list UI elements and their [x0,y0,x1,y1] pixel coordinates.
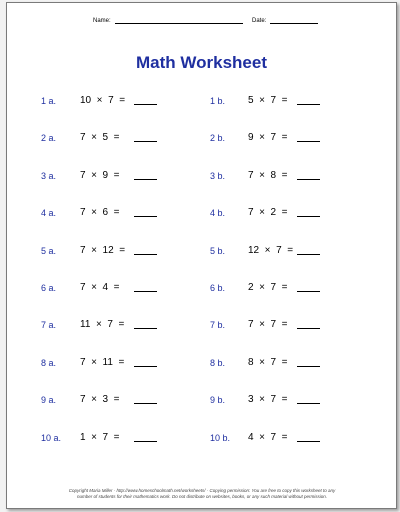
problem-1-right [210,94,327,108]
problem-number: 4 a. [41,208,57,219]
name-label: Name: [93,18,111,24]
problem-expression: 7 × 7 = [248,319,288,331]
answer-blank[interactable] [134,179,157,180]
problem-6-right [210,281,327,295]
problem-number: 3 a. [41,170,57,181]
problem-number: 3 b. [210,170,226,181]
name-line [115,17,243,24]
problem-5-left [41,244,164,258]
problem-9-left [41,393,164,407]
copyright-footer [27,488,377,500]
problem-expression: 7 × 6 = [80,207,120,219]
problem-expression: 7 × 4 = [80,282,120,293]
problem-expression: 2 × 7 = [248,282,288,293]
answer-blank[interactable] [134,291,157,292]
problem-6-left [41,281,164,295]
problem-number: 5 a. [41,245,57,256]
answer-blank[interactable] [297,366,320,367]
problem-9-right [210,393,327,407]
problem-number: 4 b. [210,208,226,219]
answer-blank[interactable] [134,328,157,329]
worksheet-page [6,2,397,509]
problem-number: 6 b. [210,283,226,293]
problem-expression: 7 × 8 = [248,169,288,181]
problem-number: 1 b. [210,96,226,106]
footer-line-2: number of students for their mathematics work. Do not distribute on websites, books, or any such material without permission. [76,494,328,499]
problem-number: 2 b. [210,133,226,144]
answer-blank[interactable] [134,104,157,105]
problem-number: 5 b. [210,245,226,256]
problem-2-right [210,131,327,145]
answer-blank[interactable] [134,366,157,367]
problem-2-left [41,131,164,145]
problem-expression: 7 × 12 = [80,244,126,256]
problem-expression: 5 × 7 = [248,95,288,106]
problem-expression: 7 × 5 = [80,132,120,144]
problem-8-right [210,356,327,370]
problem-expression: 12 × 7 = [248,244,294,256]
problem-expression: 4 × 7 = [248,431,288,443]
footer-line-1: Copyright Maria Miller · http://www.homeschoolmath.net/worksheets/ · Copying permission: You are free to copy this worksheet to any [68,488,336,493]
worksheet-title: Math Worksheet [136,53,267,72]
problem-7-right [210,318,327,332]
problem-number: 7 a. [41,320,57,331]
problem-expression: 9 × 7 = [248,132,288,144]
date-line [270,17,318,24]
answer-blank[interactable] [134,216,157,217]
answer-blank[interactable] [297,441,320,442]
problem-number: 6 a. [41,283,57,293]
problem-number: 8 b. [210,357,226,368]
problem-8-left [41,356,164,370]
problem-4-left [41,206,164,220]
answer-blank[interactable] [297,216,320,217]
problem-number: 10 b. [210,432,231,443]
problem-10-left [41,431,164,445]
problem-expression: 3 × 7 = [248,394,288,406]
problem-number: 1 a. [41,96,57,106]
problem-expression: 10 × 7 = [80,95,126,106]
answer-blank[interactable] [297,254,320,255]
answer-blank[interactable] [134,254,157,255]
problem-expression: 7 × 9 = [80,169,120,181]
problem-expression: 7 × 11 = [80,356,125,368]
problem-number: 9 b. [210,395,226,406]
problem-10-right [210,431,327,445]
answer-blank[interactable] [297,403,320,404]
answer-blank[interactable] [134,141,157,142]
problem-number: 2 a. [41,133,57,144]
answer-blank[interactable] [134,441,157,442]
problem-number: 7 b. [210,320,226,331]
problem-number: 10 a. [41,432,62,443]
problem-3-right [210,169,327,183]
problem-4-right [210,206,327,220]
problem-7-left [41,318,164,332]
answer-blank[interactable] [297,141,320,142]
answer-blank[interactable] [297,179,320,180]
answer-blank[interactable] [297,291,320,292]
problem-5-right [210,244,327,258]
problem-expression: 7 × 2 = [248,207,288,219]
problem-expression: 8 × 7 = [248,356,288,368]
answer-blank[interactable] [297,328,320,329]
answer-blank[interactable] [297,104,320,105]
problem-number: 8 a. [41,357,57,368]
problem-number: 9 a. [41,395,57,406]
problem-expression: 7 × 3 = [80,394,120,406]
problem-expression: 11 × 7 = [80,319,125,331]
answer-blank[interactable] [134,403,157,404]
date-label: Date: [252,18,267,24]
problem-expression: 1 × 7 = [80,431,120,443]
problem-1-left [41,94,164,108]
problem-3-left [41,169,164,183]
